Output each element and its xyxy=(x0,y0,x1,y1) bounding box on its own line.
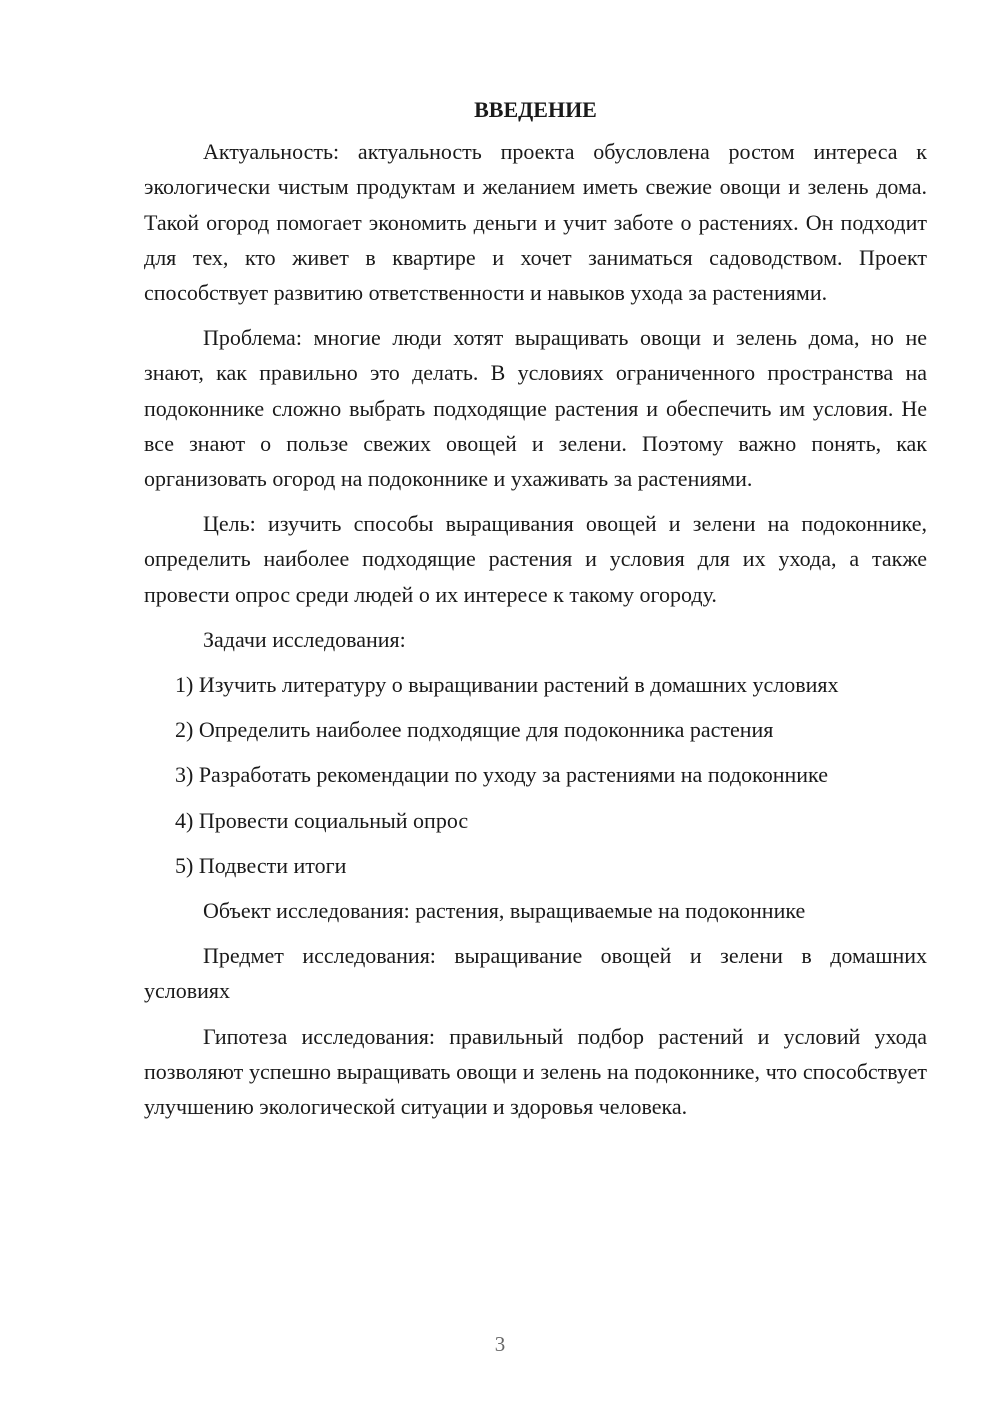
task-item: 1) Изучить литературу о выращивании растений в домашних условиях xyxy=(175,672,839,698)
tasks-list xyxy=(144,667,927,883)
relevance-paragraph: Актуальность: актуальность проекта обусловлена ростом интереса к экологически чистым продуктам и желанием иметь свежие овощи и зелень дома. Такой огород помогает экономить деньги и учит заботе о растениях. Он подходит для тех, кто живет в квартире и хочет заниматься садоводством. Проект способствует развитию ответственности и навыков ухода за растениями. xyxy=(144,139,927,306)
tasks-title: Задачи исследования: xyxy=(203,626,406,652)
hypothesis-paragraph: Гипотеза исследования: правильный подбор растений и условий ухода позволяют успешно выращивать овощи и зелень на подоконнике, что способствует улучшению экологической ситуации и здоровья человека. xyxy=(144,1023,927,1120)
page-number: 3 xyxy=(494,1332,506,1356)
goal-paragraph: Цель: изучить способы выращивания овощей и зелени на подоконнике, определить наиболее подходящие растения и условия для их ухода, а также провести опрос среди людей о их интересе к такому огороду. xyxy=(144,511,927,607)
task-item: 4) Провести социальный опрос xyxy=(175,807,469,833)
section-heading: ВВЕДЕНИЕ xyxy=(474,97,597,122)
subject-paragraph: Предмет исследования: выращивание овощей и зелени в домашних условиях xyxy=(144,943,927,1004)
task-item: 3) Разработать рекомендации по уходу за растениями на подоконнике xyxy=(175,762,828,788)
page-content xyxy=(144,92,927,1134)
task-item: 5) Подвести итоги xyxy=(175,852,347,878)
problem-paragraph: Проблема: многие люди хотят выращивать овощи и зелень дома, но не знают, как правильно это делать. В условиях ограниченного пространства на подоконнике сложно выбрать подходящие растения и обеспечить им условия. Не все знают о пользе свежих овощей и зелени. Поэтому важно понять, как организовать огород на подоконнике и ухаживать за растениями. xyxy=(144,325,927,492)
object-paragraph: Объект исследования: растения, выращиваемые на подоконнике xyxy=(203,898,806,924)
task-item: 2) Определить наиболее подходящие для подоконника растения xyxy=(175,717,774,743)
